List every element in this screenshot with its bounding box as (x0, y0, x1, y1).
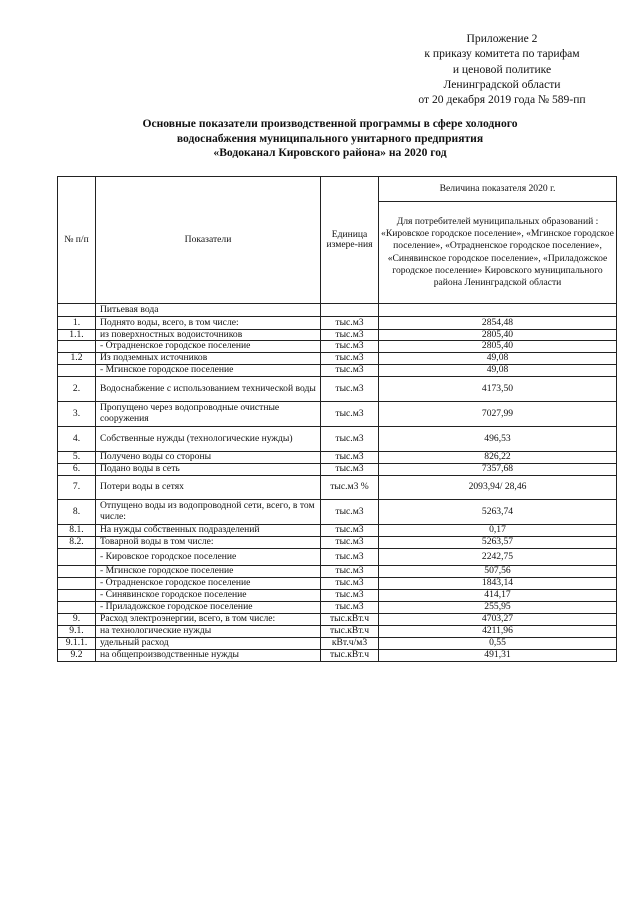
cell-name: Подано воды в сеть (96, 463, 321, 475)
cell-num: 1.2 (58, 352, 96, 364)
cell-num: 8.1. (58, 524, 96, 536)
cell-unit: кВт.ч/м3 (321, 637, 379, 649)
cell-name: Собственные нужды (технологические нужды) (96, 426, 321, 451)
cell-num (58, 548, 96, 565)
cell-value: 4703,27 (379, 613, 617, 625)
cell-unit: тыс.кВт.ч (321, 625, 379, 637)
cell-num: 9.1.1. (58, 637, 96, 649)
table-row (58, 463, 617, 475)
cell-unit: тыс.м3 (321, 548, 379, 565)
cell-value: 2805,40 (379, 330, 617, 341)
cell-unit: тыс.м3 (321, 499, 379, 524)
cell-num (58, 364, 96, 376)
cell-num: 9.2 (58, 649, 96, 661)
cell-name: из поверхностных водоисточников (96, 330, 321, 341)
cell-name: Получено воды со стороны (96, 451, 321, 463)
cell-name: на общепроизводственные нужды (96, 649, 321, 661)
header-line: Ленинградской области (443, 77, 561, 91)
cell-value: 414,17 (379, 589, 617, 601)
cell-unit: тыс.м3 (321, 401, 379, 426)
cell-unit: тыс.м3 % (321, 475, 379, 499)
cell-unit: тыс.кВт.ч (321, 613, 379, 625)
table-row (58, 649, 617, 661)
cell-num: 2. (58, 376, 96, 401)
cell-name: Расход электроэнергии, всего, в том числе: (96, 613, 321, 625)
cell-unit: тыс.кВт.ч (321, 649, 379, 661)
cell-value: 49,08 (379, 364, 617, 376)
cell-value: 826,22 (379, 451, 617, 463)
cell-name: Отпущено воды из водопроводной сети, всего, в том числе: (96, 499, 321, 524)
cell-name: - Отрадненское городское поселение (96, 577, 321, 589)
cell-unit: тыс.м3 (321, 601, 379, 613)
cell-name: на технологические нужды (96, 625, 321, 637)
col-header-unit: Единица измере-ния (321, 177, 379, 304)
col-header-num: № п/п (58, 177, 96, 304)
cell-value: 0,55 (379, 637, 617, 649)
table-row (58, 637, 617, 649)
cell-num: 7. (58, 475, 96, 499)
cell-unit (321, 304, 379, 317)
cell-name: - Кировское городское поселение (96, 548, 321, 565)
cell-unit: тыс.м3 (321, 589, 379, 601)
table-row (58, 589, 617, 601)
cell-name: Товарной воды в том числе: (96, 536, 321, 548)
table-row (58, 499, 617, 524)
order-reference-header (342, 31, 602, 107)
cell-value: 5263,74 (379, 499, 617, 524)
table-row (58, 536, 617, 548)
table-row (58, 317, 617, 330)
table-row (58, 330, 617, 341)
cell-num: 9.1. (58, 625, 96, 637)
cell-value: 2242,75 (379, 548, 617, 565)
cell-num (58, 601, 96, 613)
col-header-consumers: Для потребителей муниципальных образований : «Кировское городское поселение», «Мгинское городское поселение», «Отрадненское городское поселение», «Синявинское городское поселение», «Приладожское городское поселение» Кировского муниципального района Ленинградской области (379, 202, 617, 304)
cell-name: Из подземных источников (96, 352, 321, 364)
cell-unit: тыс.м3 (321, 565, 379, 577)
title-line: «Водоканал Кировского района» на 2020 год (213, 146, 447, 160)
cell-value: 491,31 (379, 649, 617, 661)
cell-value: 4173,50 (379, 376, 617, 401)
cell-value: 5263,57 (379, 536, 617, 548)
table-row (58, 524, 617, 536)
table-row (58, 565, 617, 577)
cell-name: Водоснабжение с использованием технической воды (96, 376, 321, 401)
cell-value: 0,17 (379, 524, 617, 536)
cell-value (379, 304, 617, 317)
table-row (58, 364, 617, 376)
cell-unit: тыс.м3 (321, 463, 379, 475)
header-line: Приложение 2 (466, 32, 538, 45)
table-row (58, 451, 617, 463)
cell-unit: тыс.м3 (321, 376, 379, 401)
cell-num (58, 565, 96, 577)
cell-value: 496,53 (379, 426, 617, 451)
table-row (58, 376, 617, 401)
cell-unit: тыс.м3 (321, 426, 379, 451)
table-row (58, 401, 617, 426)
cell-name: - Мгинское городское поселение (96, 364, 321, 376)
cell-num: 1. (58, 317, 96, 330)
col-header-value: Величина показателя 2020 г. (379, 177, 617, 202)
title-line: Основные показатели производственной программы в сфере холодного (142, 117, 518, 130)
header-line: от 20 декабря 2019 года № 589-пп (418, 93, 586, 107)
cell-num: 1.1. (58, 330, 96, 341)
table-row (58, 601, 617, 613)
cell-name: - Синявинское городское поселение (96, 589, 321, 601)
table-row (58, 304, 617, 317)
header-line: и ценовой политике (452, 62, 552, 76)
cell-value: 7357,68 (379, 463, 617, 475)
cell-num: 8.2. (58, 536, 96, 548)
cell-num: 5. (58, 451, 96, 463)
cell-value: 7027,99 (379, 401, 617, 426)
cell-num (58, 341, 96, 352)
cell-name: Поднято воды, всего, в том числе: (96, 317, 321, 330)
cell-value: 507,56 (379, 565, 617, 577)
cell-value: 1843,14 (379, 577, 617, 589)
cell-num: 8. (58, 499, 96, 524)
cell-num: 4. (58, 426, 96, 451)
table-row (58, 577, 617, 589)
table-row (58, 475, 617, 499)
table-row (58, 548, 617, 565)
cell-name: - Мгинское городское поселение (96, 565, 321, 577)
document-title (95, 117, 565, 161)
table-row (58, 613, 617, 625)
cell-name: Пропущено через водопроводные очистные сооружения (96, 401, 321, 426)
cell-value: 2093,94/ 28,46 (379, 475, 617, 499)
cell-unit: тыс.м3 (321, 364, 379, 376)
cell-num: 9. (58, 613, 96, 625)
table-row (58, 625, 617, 637)
cell-num (58, 577, 96, 589)
col-header-indicator: Показатели (96, 177, 321, 304)
cell-unit: тыс.м3 (321, 330, 379, 341)
cell-value: 2854,48 (379, 317, 617, 330)
cell-value: 4211,96 (379, 625, 617, 637)
cell-num (58, 589, 96, 601)
cell-name: удельный расход (96, 637, 321, 649)
header-line: к приказу комитета по тарифам (424, 47, 580, 61)
cell-unit: тыс.м3 (321, 536, 379, 548)
cell-num: 3. (58, 401, 96, 426)
cell-name: Потери воды в сетях (96, 475, 321, 499)
cell-unit: тыс.м3 (321, 524, 379, 536)
indicators-table (57, 176, 617, 662)
cell-value: 255,95 (379, 601, 617, 613)
cell-name: Питьевая вода (96, 304, 321, 317)
cell-unit: тыс.м3 (321, 352, 379, 364)
cell-value: 49,08 (379, 352, 617, 364)
cell-num: 6. (58, 463, 96, 475)
table-row (58, 341, 617, 352)
cell-num (58, 304, 96, 317)
cell-name: - Отрадненское городское поселение (96, 341, 321, 352)
title-line: водоснабжения муниципального унитарного предприятия (176, 131, 484, 145)
cell-unit: тыс.м3 (321, 341, 379, 352)
table-row (58, 426, 617, 451)
cell-unit: тыс.м3 (321, 451, 379, 463)
cell-unit: тыс.м3 (321, 317, 379, 330)
cell-value: 2805,40 (379, 341, 617, 352)
cell-unit: тыс.м3 (321, 577, 379, 589)
table-row (58, 352, 617, 364)
cell-name: На нужды собственных подразделений (96, 524, 321, 536)
cell-name: - Приладожское городское поселение (96, 601, 321, 613)
